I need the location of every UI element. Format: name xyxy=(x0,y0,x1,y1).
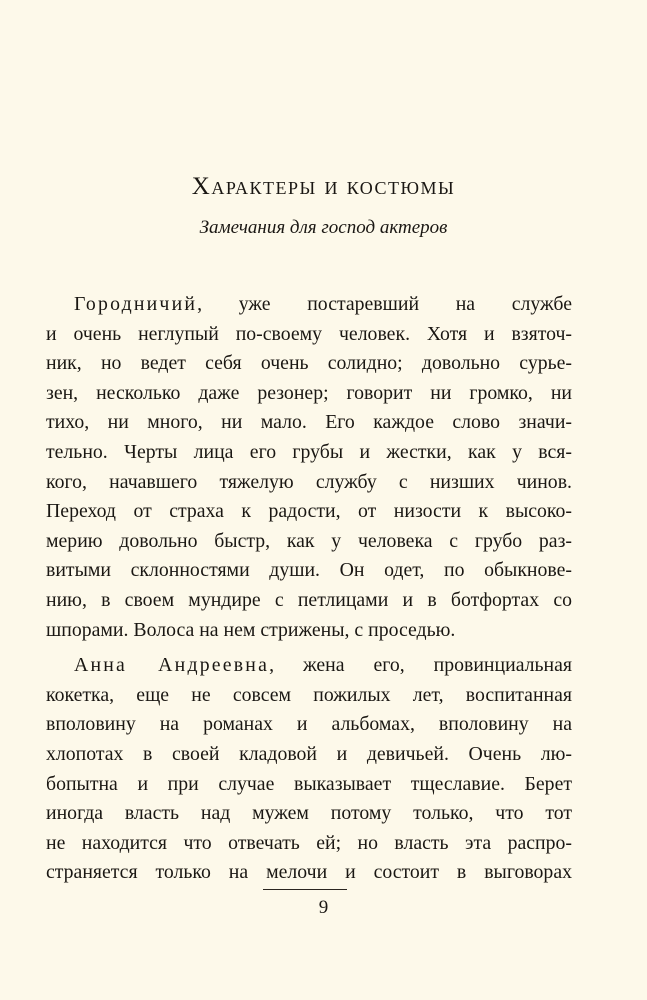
text-line: ник, но ведет себя очень солидно; довольно сурье- xyxy=(46,352,572,375)
text-line: кокетка, еще не совсем пожилых лет, воспитанная xyxy=(46,683,572,706)
text-line: и очень неглупый по-своему человек. Хотя и взяточ- xyxy=(46,322,572,345)
section-subtitle: Замечания для господ актеров xyxy=(199,217,448,238)
text-line: страняется только на мелочи и состоит в выговорах xyxy=(46,861,572,884)
text-line: тихо, ни много, ни мало. Его каждое слово значи- xyxy=(46,411,572,434)
text-line: зен, несколько даже резонер; говорит ни громко, ни xyxy=(46,381,572,404)
text-line: не находится что отвечать ей; но власть эта распро- xyxy=(46,831,572,854)
text-line: кого, начавшего тяжелую службу с низших чинов. xyxy=(46,470,572,493)
text-line: мерию довольно быстр, как у человека с грубо раз- xyxy=(46,529,572,552)
text-line: иногда власть над мужем потому только, что тот xyxy=(46,802,572,825)
text-line: шпорами. Волоса на нем стрижены, с проседью. xyxy=(46,618,456,641)
text-line: нию, в своем мундире с петлицами и в ботфортах со xyxy=(46,588,572,611)
body-text xyxy=(46,290,572,888)
text-line: витыми склонностями души. Он одет, по обыкнове- xyxy=(46,559,572,582)
page-number: 9 xyxy=(318,897,329,918)
text-line: Переход от страха к радости, от низости к высоко- xyxy=(46,500,572,523)
text-line: бопытна и при случае выказывает тщеславие. Берет xyxy=(46,772,572,795)
character-name: Городничий xyxy=(74,293,198,315)
text-line: вполовину на романах и альбомах, вполовину на xyxy=(46,713,572,736)
text-line: хлопотах в своей кладовой и девичьей. Очень лю- xyxy=(46,742,572,765)
text-line: тельно. Черты лица его грубы и жестки, как у вся- xyxy=(46,440,572,463)
section-title: Характеры и костюмы xyxy=(191,173,456,200)
text-line: Городничий, уже постаревший на службе xyxy=(74,293,572,315)
character-name: Анна Андреевна xyxy=(74,654,270,677)
footer-rule xyxy=(263,889,347,890)
text-line: Анна Андреевна, жена его, провинциальная xyxy=(74,654,572,677)
